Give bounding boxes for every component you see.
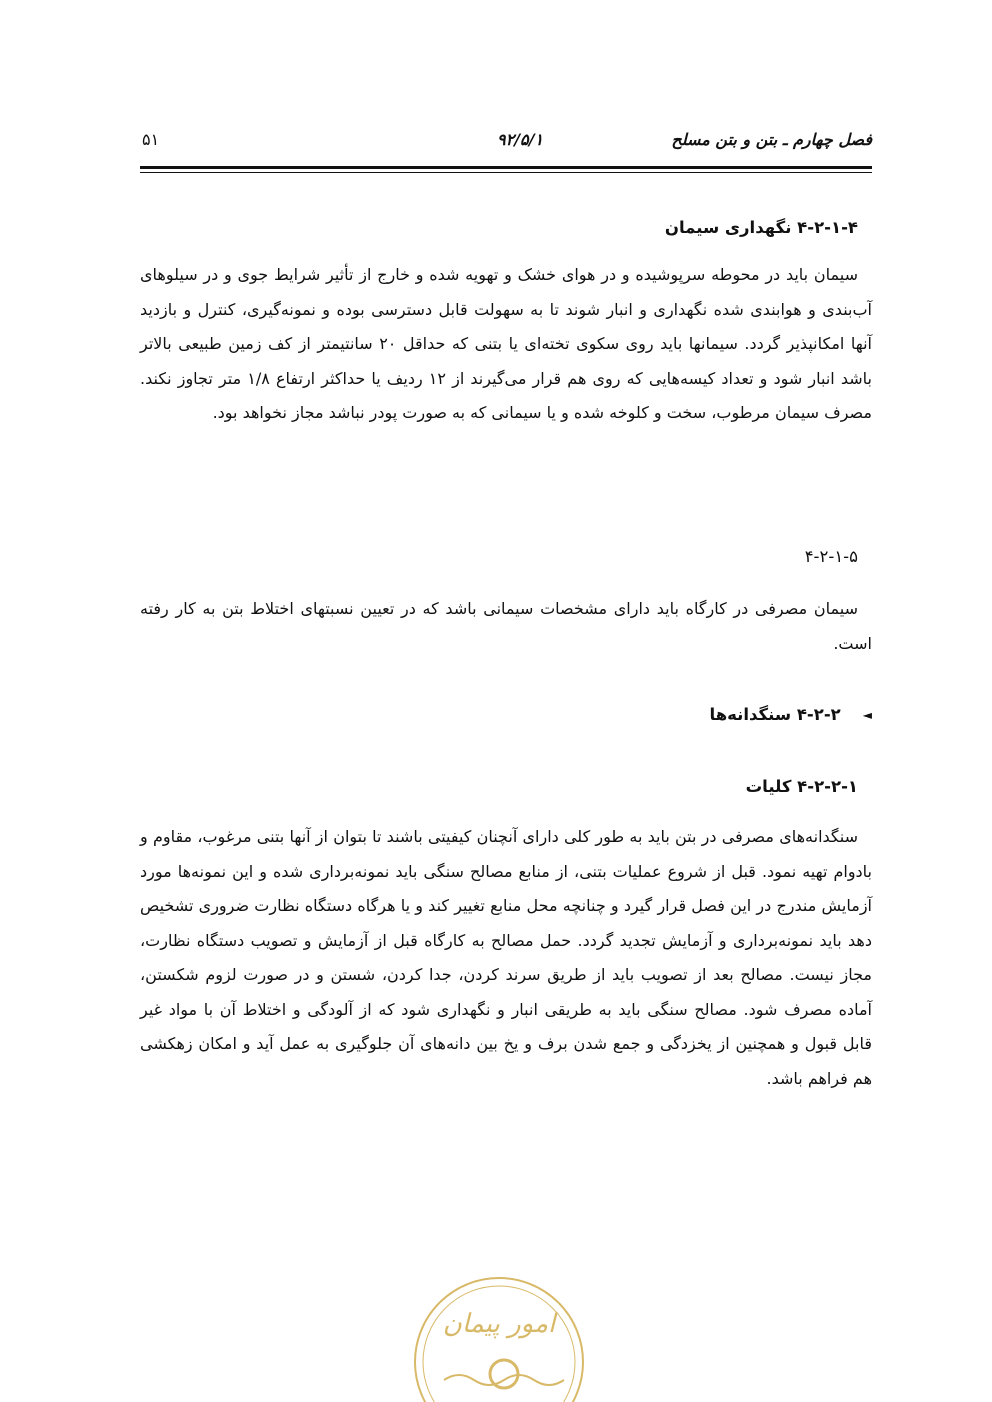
section-heading-cement-storage: ۴-۲-۱-۴ نگهداری سیمان [664,218,858,237]
header-date: ۹۲/۵/۱ [496,130,544,149]
bullet-arrow-icon: ◄ [862,708,872,722]
wave-icon [444,1375,564,1385]
section-heading-4-2-1-5: ۴-۲-۱-۵ [804,547,858,566]
watermark-logo [404,1272,594,1402]
chapter-title: فصل چهارم ـ بتن و بتن مسلح [671,130,872,149]
paragraph-cement-storage: سیمان باید در محوطه سرپوشیده و در هوای خشک و تهویه شده و خارج از تأثیر شرایط جوی و در سیلوهای آب‌بندی و هوابندی شده نگهداری و انبار شوند تا به سهولت قابل دسترسی بوده و نمونه‌گیری، کنترل و بازدید آنها امکانپذیر گردد. سیمانها باید روی سکوی تخته‌ای یا بتنی که حداقل ۲۰ سانتیمتر از کف زمین طبیعی بالاتر باشد انبار شود و تعداد کیسه‌هایی که روی هم قرار می‌گیرند از ۱۲ ردیف یا حداکثر ارتفاع ۱/۸ متر تجاوز نکند. مصرف سیمان مرطوب، سخت و کلوخه شده و یا سیمانی که به صورت پودر نباشد مجاز نخواهد بود. [140,265,872,422]
header-rule-thick [140,166,872,169]
page-number: ۵۱ [142,130,160,149]
watermark-text: امور پیمان [442,1309,556,1339]
section-heading-aggregates [710,705,872,724]
header-rule-thin [140,172,872,173]
aggregates-heading-text: ۴-۲-۲ سنگدانه‌ها [709,705,841,724]
page-header [140,126,872,162]
paragraph-aggregates-general: سنگدانه‌های مصرفی در بتن باید به طور کلی دارای آنچنان کیفیتی باشند تا بتوان از آنها بتنی مرغوب، مقاوم و بادوام تهیه نمود. قبل از شروع عملیات بتنی، از منابع مصالح سنگی باید نمونه‌برداری شده و این نمونه‌ها مورد آزمایش مندرج در این فصل قرار گیرد و چنانچه محل منابع تغییر کند و یا هرگاه دستگاه نظارت ضروری تشخیص دهد باید نمونه‌برداری و آزمایش تجدید گردد. حمل مصالح به کارگاه قبل از آزمایش و تصویب دستگاه نظارت، مجاز نیست. مصالح بعد از تصویب باید از طریق سرند کردن، جدا کردن، شستن و در صورت لزوم شکستن، آماده مصرف شود. مصالح سنگی باید به طریقی انبار و نگهداری شود که از آلودگی و اختلاط آن با مواد غیر قابل قبول و همچنین از یخزدگی و جمع شدن برف و یخ بین دانه‌های آن جلوگیری به عمل آید و امکان زهکشی هم فراهم باشد. [140,827,872,1088]
paragraph-cement-specs: سیمان مصرفی در کارگاه باید دارای مشخصات سیمانی باشد که در تعیین نسبتهای اختلاط بتن به کار رفته است. [140,599,872,653]
section-heading-generalities: ۴-۲-۲-۱ کلیات [745,777,858,796]
